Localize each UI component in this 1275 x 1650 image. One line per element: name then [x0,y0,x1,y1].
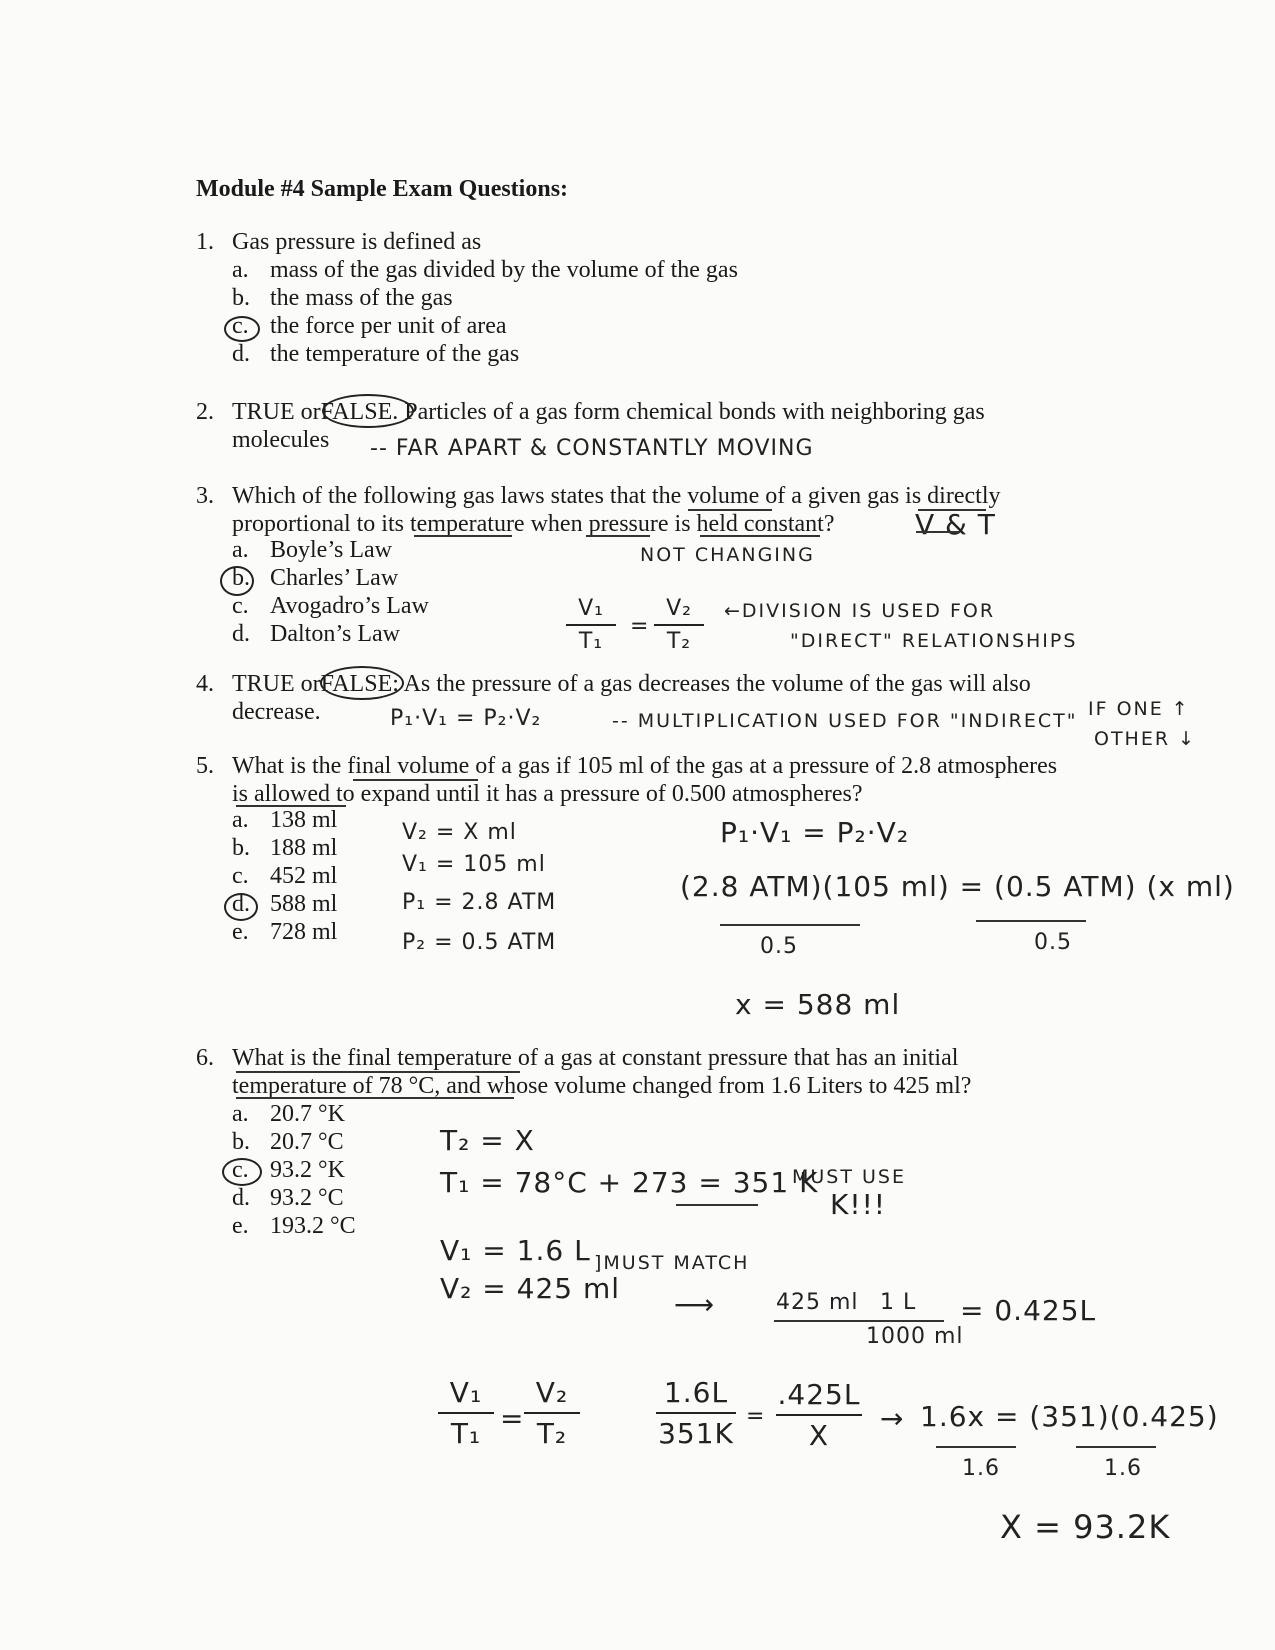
numerator: V₁ [449,1376,483,1409]
question-text-cont: is allowed to expand until it has a pressure of 0.500 atmospheres? [232,781,863,807]
option-text: the mass of the gas [270,285,453,311]
option-text: 188 ml [270,835,338,861]
question-text: Gas pressure is defined as [232,229,482,255]
false-label: FALSE [320,671,393,697]
option-text: Charles’ Law [270,565,399,591]
option-text: Boyle’s Law [270,537,392,563]
handwritten-equation: P₁·V₁ = P₂·V₂ [390,706,542,731]
question-text-cont: temperature of 78 °C, and whose volume changed from 1.6 Liters to 425 ml? [232,1073,972,1099]
option-text: 588 ml [270,891,338,917]
question-text: What is the final volume of a gas if 105 ml of the gas at a pressure of 2.8 atmospheres [232,753,1058,779]
arrow: → [880,1402,905,1435]
handwritten-note: IF ONE ↑ [1088,698,1190,720]
option-letter: a. [232,1101,249,1127]
option-letter: c. [232,313,249,339]
numerator: V₁ [578,596,604,621]
option-text: mass of the gas divided by the volume of the gas [270,257,738,283]
option-text: 93.2 °C [270,1185,344,1211]
question-text-cont: molecules [232,427,330,453]
conversion-numerator: 425 ml [776,1290,859,1315]
arrow: ⟶ [674,1288,716,1321]
question-text-cont: proportional to its temperature when pressure is held constant? [232,511,835,537]
handwritten-note: OTHER ↓ [1094,728,1197,750]
true-label: TRUE or [232,671,321,697]
numerator: .425L [777,1378,861,1411]
divisor-left: 0.5 [760,934,798,959]
given-v2: V₂ = 425 ml [440,1272,621,1305]
handwritten-note: MUST USE [792,1166,906,1188]
numerator: V₂ [535,1376,569,1409]
denominator: T₁ [578,629,604,654]
option-text: the temperature of the gas [270,341,520,367]
handwritten-note: ]MUST MATCH [594,1252,750,1274]
denominator: X [808,1419,830,1452]
option-letter: d. [232,341,250,367]
option-text: the force per unit of area [270,313,507,339]
question-text-cont: decrease. [232,699,321,725]
denominator: T₁ [450,1417,482,1450]
option-letter: a. [232,537,249,563]
option-letter: d. [232,621,250,647]
answer: x = 588 ml [735,988,901,1021]
handwritten-note: ←DIVISION IS USED FOR [724,600,996,622]
given-p2: P₂ = 0.5 ATM [402,930,557,955]
equals-sign: = [630,614,650,639]
conversion-liter: 1 L [880,1290,917,1315]
given-t1: T₁ = 78°C + 273 = 351 K [440,1166,819,1199]
denominator: 351K [658,1417,734,1450]
option-letter: b. [232,1129,250,1155]
option-letter: a. [232,807,249,833]
handwritten-note: V & T [915,508,996,541]
option-text: 728 ml [270,919,338,945]
divisor-right: 0.5 [1034,930,1072,955]
true-label: TRUE or [232,399,321,425]
final-answer: X = 93.2K [1000,1508,1171,1546]
handwritten-note: -- MULTIPLICATION USED FOR "INDIRECT" [612,710,1078,732]
option-letter: d. [232,891,250,917]
option-letter: b. [232,835,250,861]
denominator: T₂ [666,629,692,654]
option-text: 452 ml [270,863,338,889]
option-letter: b. [232,285,250,311]
conversion-result: = 0.425L [960,1294,1097,1327]
divisor-left: 1.6 [962,1456,1000,1481]
denominator: T₂ [536,1417,568,1450]
cross-multiplication: 1.6x = (351)(0.425) [920,1400,1219,1433]
handwritten-note: "DIRECT" RELATIONSHIPS [790,630,1078,652]
question-number: 2. [196,399,214,425]
option-text: Dalton’s Law [270,621,400,647]
option-text: Avogadro’s Law [270,593,429,619]
option-letter: c. [232,593,249,619]
option-letter: b. [232,565,250,591]
numerator: 1.6L [663,1376,729,1409]
question-number: 3. [196,483,214,509]
option-letter: c. [232,863,249,889]
option-letter: e. [232,1213,249,1239]
equals-sign: = [746,1404,766,1429]
equals-sign: = [500,1402,525,1435]
question-number: 1. [196,229,214,255]
conversion-denominator: 1000 ml [866,1324,964,1349]
question-text: . Particles of a gas form chemical bonds with neighboring gas [392,399,985,425]
given-v1: V₁ = 1.6 L [440,1234,591,1267]
question-text: What is the final temperature of a gas at constant pressure that has an initial [232,1045,959,1071]
option-text: 138 ml [270,807,338,833]
option-letter: a. [232,257,249,283]
option-text: 20.7 °K [270,1101,345,1127]
question-number: 6. [196,1045,214,1071]
option-letter: d. [232,1185,250,1211]
question-number: 4. [196,671,214,697]
false-label: FALSE [320,399,393,425]
handwritten-note: NOT CHANGING [640,544,815,566]
divisor-right: 1.6 [1104,1456,1142,1481]
option-text: 193.2 °C [270,1213,356,1239]
question-text: : As the pressure of a gas decreases the volume of the gas will also [392,671,1031,697]
option-letter: c. [232,1157,249,1183]
given-v1: V₁ = 105 ml [402,852,546,877]
substitution: (2.8 ATM)(105 ml) = (0.5 ATM) (x ml) [680,870,1235,903]
given-p1: P₁ = 2.8 ATM [402,890,557,915]
handwritten-note: K!!! [830,1188,887,1221]
option-text: 93.2 °K [270,1157,345,1183]
question-text: Which of the following gas laws states that the volume of a given gas is directly [232,483,1001,509]
given-v2: V₂ = X ml [402,820,517,845]
page-title: Module #4 Sample Exam Questions: [196,176,569,202]
given-t2: T₂ = X [440,1124,535,1157]
question-number: 5. [196,753,214,779]
handwritten-equation: P₁·V₁ = P₂·V₂ [720,816,910,849]
handwritten-note: -- FAR APART & CONSTANTLY MOVING [370,436,814,461]
numerator: V₂ [666,596,692,621]
option-letter: e. [232,919,249,945]
option-text: 20.7 °C [270,1129,344,1155]
